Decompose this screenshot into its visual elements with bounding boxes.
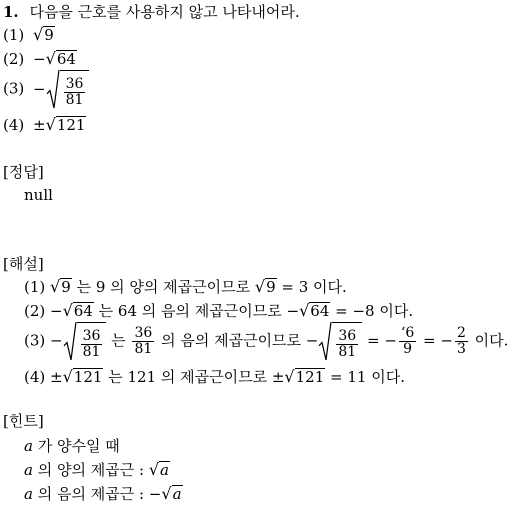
hint-line-2: a 의 양의 제곱근 : √a bbox=[24, 460, 169, 479]
explanation-line-1: (1) √9 는 9 의 양의 제곱근이므로 √9 = 3 이다. bbox=[24, 277, 347, 296]
answer-value: null bbox=[24, 186, 53, 204]
problem-title bbox=[3, 3, 300, 21]
item-1: (1) √9 bbox=[3, 25, 54, 44]
sqrt-expression: √64 bbox=[45, 49, 76, 68]
hint-header: [힌트] bbox=[3, 412, 44, 430]
explanation-line-2: (2) −√64 는 64 의 음의 제곱근이므로 −√64 = −8 이다. bbox=[24, 301, 414, 320]
answer-header: [정답] bbox=[3, 163, 44, 181]
sqrt-expression: √9 bbox=[33, 25, 54, 44]
explanation-header: [해설] bbox=[3, 255, 44, 273]
problem-number: 1. bbox=[3, 3, 19, 21]
item-2: (2) −√64 bbox=[3, 49, 76, 68]
sqrt-fraction: $\frac{36}{81}$ bbox=[46, 70, 90, 109]
explanation-line-3: (3) − $\frac{36}{81}$ 는 $\frac{36}{81}$ 의 음의 제곱근이므로 − $\frac{36}{81}$ = − $\frac{‘6}{9}$ = − $\frac{2}{3}$ 이다. bbox=[24, 322, 508, 361]
sqrt-expression: √121 bbox=[45, 115, 86, 134]
hint-line-3: a 의 음의 제곱근 : −√a bbox=[24, 484, 182, 503]
item-4: (4) ±√121 bbox=[3, 115, 86, 134]
hint-line-1: a 가 양수일 때 bbox=[24, 437, 120, 455]
problem-text: 다음을 근호를 사용하지 않고 나타내어라. bbox=[29, 3, 300, 21]
explanation-line-4: (4) ±√121 는 121 의 제곱근이므로 ±√121 = 11 이다. bbox=[24, 367, 405, 386]
item-3: (3) − $\frac{36}{81}$ bbox=[3, 70, 89, 109]
